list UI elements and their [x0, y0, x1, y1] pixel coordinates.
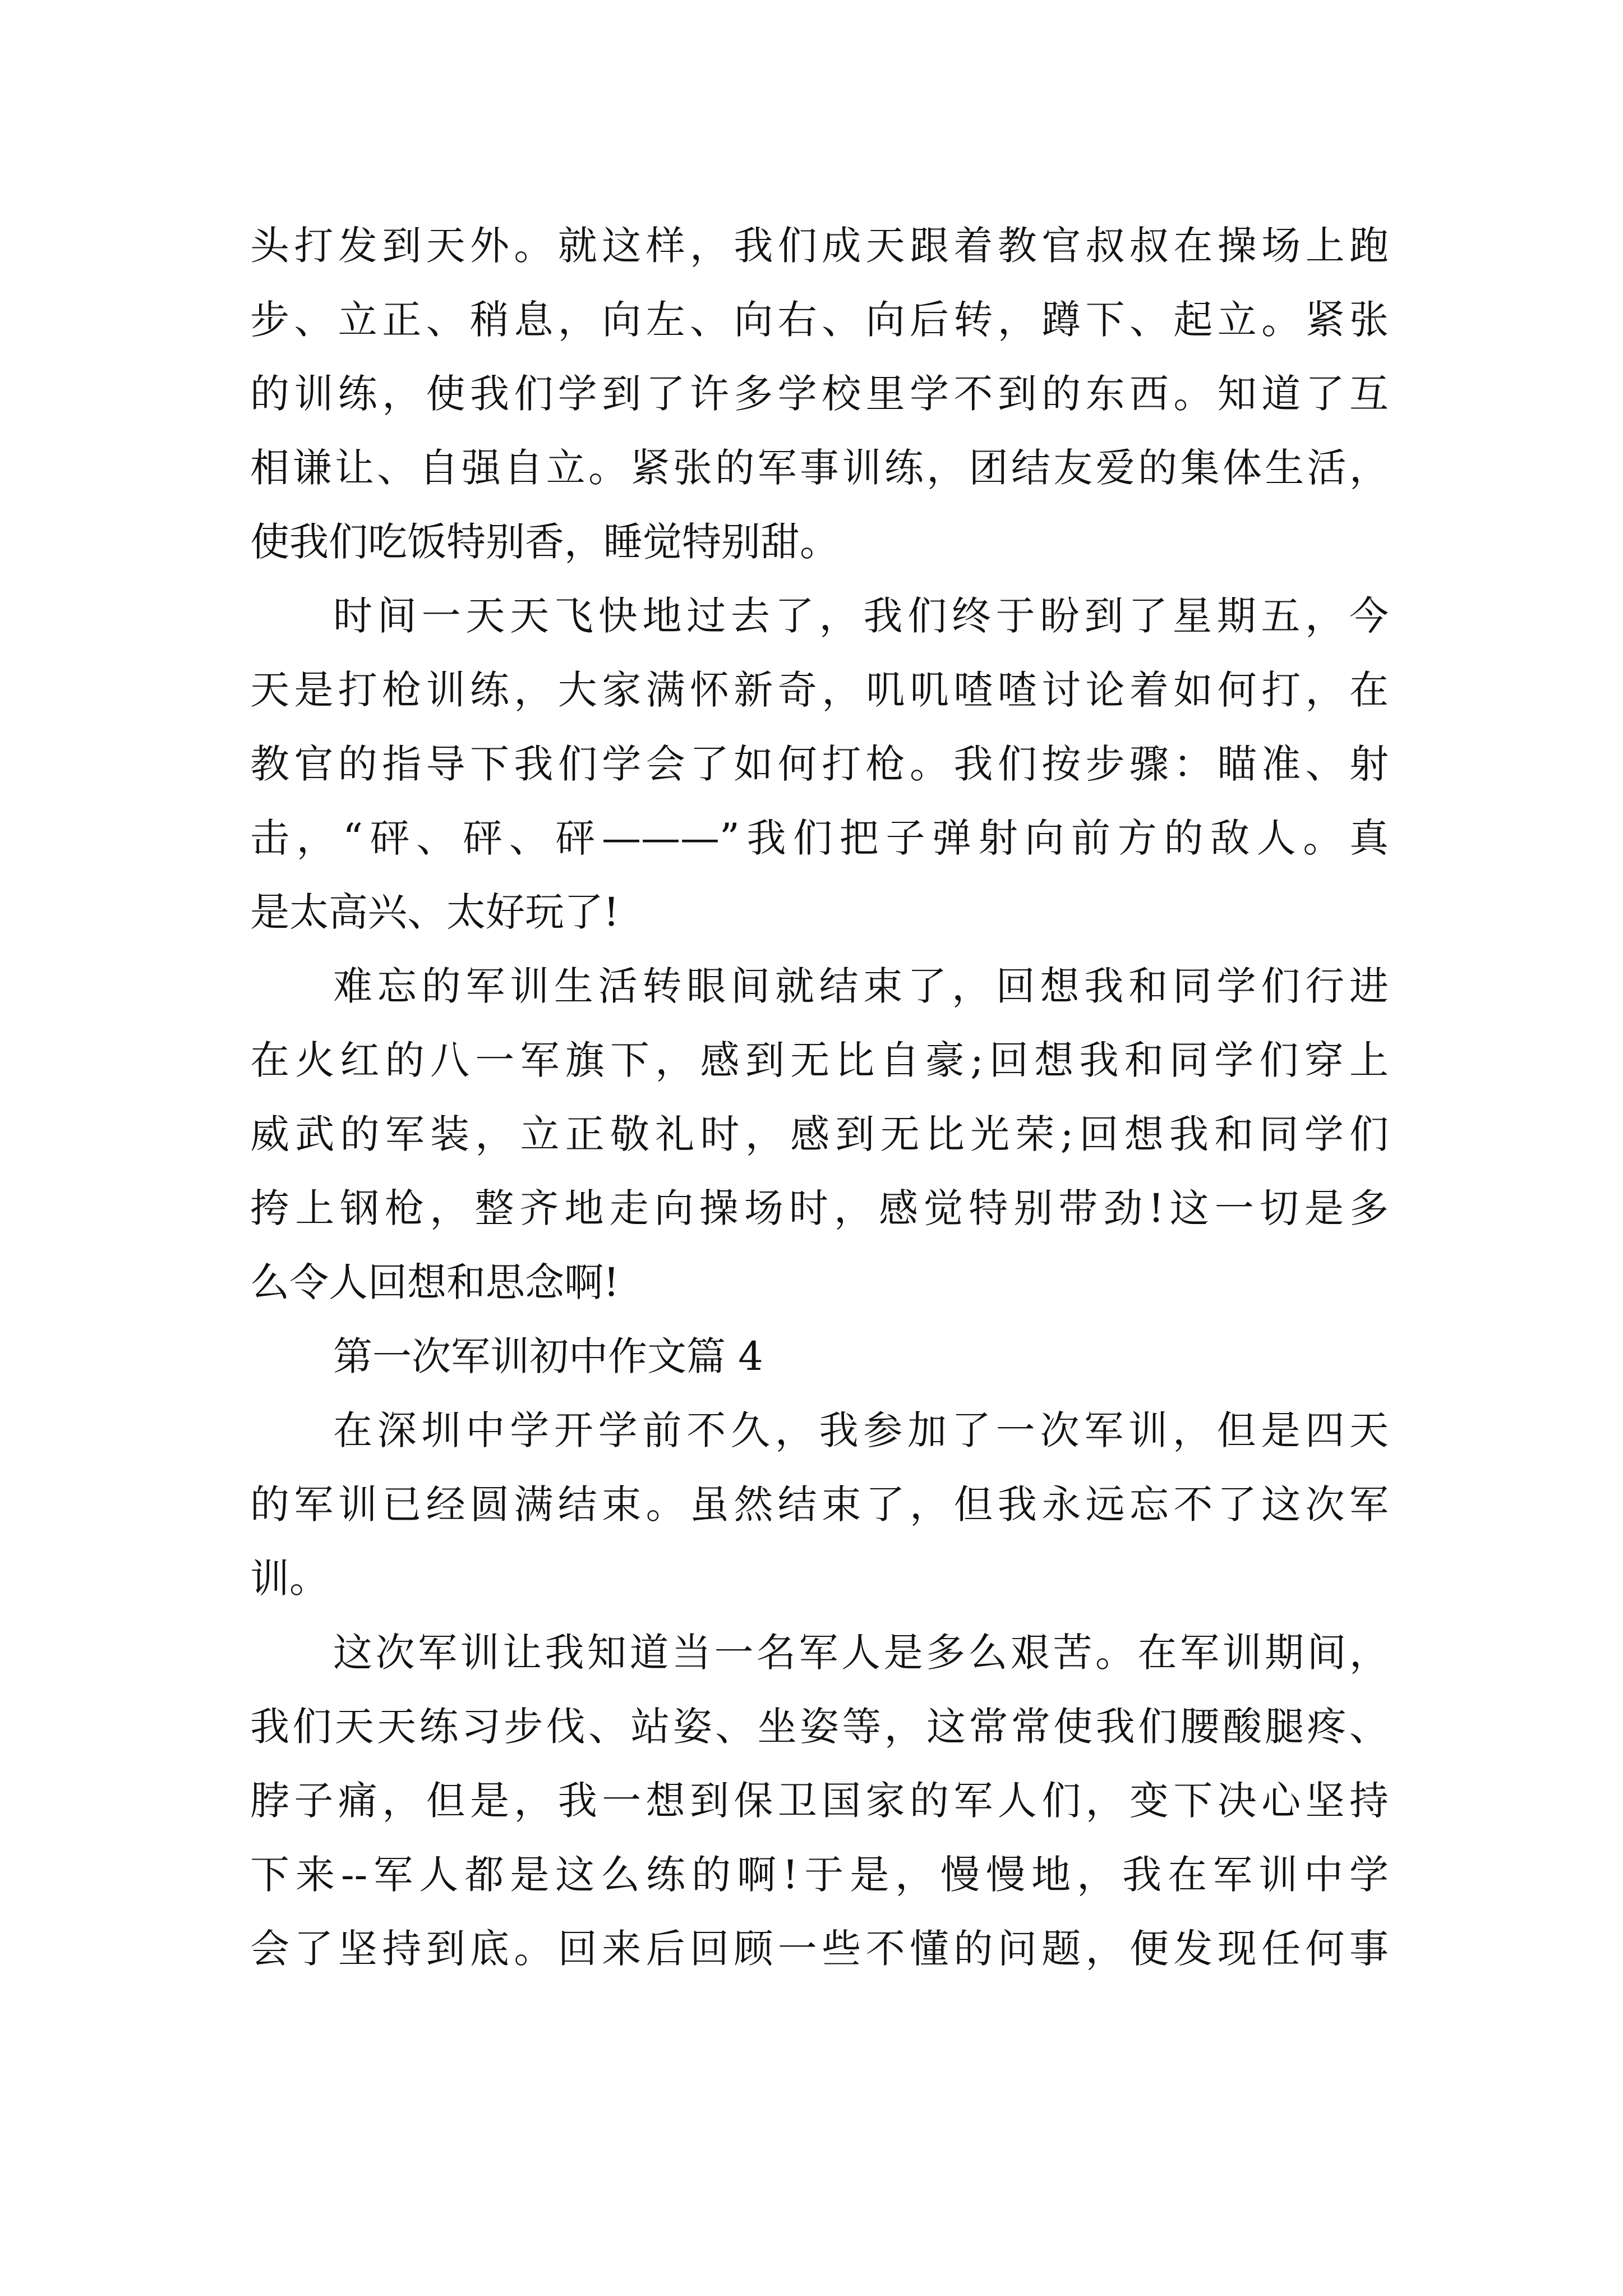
text-line: 是太高兴、太好玩了! — [250, 889, 620, 935]
paragraph-first-line: 时间一天天飞快地过去了，我们终于盼到了星期五，今 — [333, 593, 1389, 639]
text-line: 的训练，使我们学到了许多学校里学不到的东西。知道了互 — [250, 371, 1389, 417]
paragraph-first-line: 难忘的军训生活转眼间就结束了，回想我和同学们行进 — [333, 963, 1389, 1009]
text-line: 天是打枪训练，大家满怀新奇，叽叽喳喳讨论着如何打，在 — [250, 667, 1389, 713]
paragraph-first-line: 在深圳中学开学前不久，我参加了一次军训，但是四天 — [333, 1407, 1389, 1453]
text-line: 的军训已经圆满结束。虽然结束了，但我永远忘不了这次军 — [250, 1481, 1389, 1527]
text-line: 训。 — [250, 1556, 329, 1602]
paragraph-first-line: 这次军训让我知道当一名军人是多么艰苦。在军训期间， — [333, 1630, 1389, 1676]
text-line: 步、立正、稍息，向左、向右、向后转，蹲下、起立。紧张 — [250, 297, 1389, 343]
text-line: 下来--军人都是这么练的啊!于是，慢慢地，我在军训中学 — [250, 1852, 1389, 1898]
text-line: 相谦让、自强自立。紧张的军事训练，团结友爱的集体生活， — [250, 445, 1389, 491]
text-line: 击，“砰、砰、砰———”我们把子弹射向前方的敌人。真 — [250, 815, 1389, 861]
text-line: 脖子痛，但是，我一想到保卫国家的军人们，变下决心坚持 — [250, 1778, 1389, 1824]
text-line: 么令人回想和思念啊! — [250, 1259, 620, 1305]
text-line: 使我们吃饭特别香，睡觉特别甜。 — [250, 519, 839, 565]
text-line: 威武的军装，立正敬礼时，感到无比光荣;回想我和同学们 — [250, 1111, 1389, 1157]
text-line: 挎上钢枪，整齐地走向操场时，感觉特别带劲!这一切是多 — [250, 1185, 1389, 1231]
section-heading: 第一次军训初中作文篇 4 — [333, 1333, 763, 1379]
text-line: 在火红的八一军旗下，感到无比自豪;回想我和同学们穿上 — [250, 1037, 1389, 1083]
text-line: 会了坚持到底。回来后回顾一些不懂的问题，便发现任何事 — [250, 1926, 1389, 1972]
text-line: 头打发到天外。就这样，我们成天跟着教官叔叔在操场上跑 — [250, 223, 1389, 269]
text-line: 我们天天练习步伐、站姿、坐姿等，这常常使我们腰酸腿疼、 — [250, 1704, 1389, 1750]
text-line: 教官的指导下我们学会了如何打枪。我们按步骤：瞄准、射 — [250, 741, 1389, 787]
essay-text — [250, 209, 1389, 1986]
